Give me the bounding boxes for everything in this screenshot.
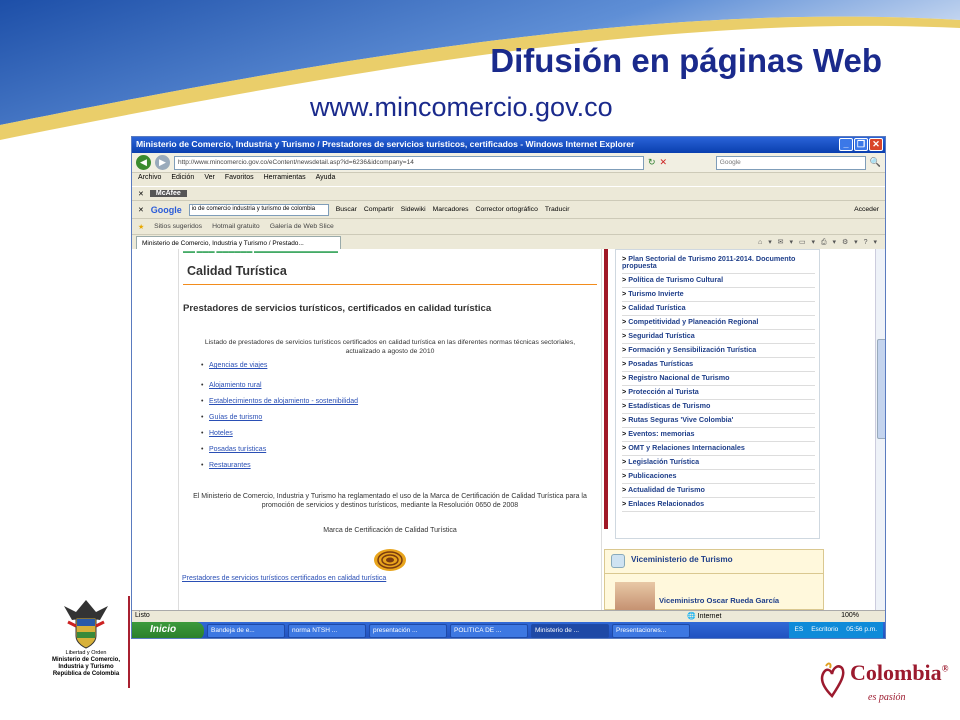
menu-item[interactable]: Archivo: [138, 174, 162, 181]
menu-item[interactable]: Ayuda: [315, 174, 336, 181]
slide-url: www.mincomercio.gov.co: [310, 92, 613, 122]
sidebar-item[interactable]: > OMT y Relaciones Internacionales: [622, 442, 815, 456]
viceminister-name[interactable]: Viceministro Oscar Rueda García: [659, 596, 780, 605]
google-search-button[interactable]: Buscar: [335, 206, 357, 213]
browser-screenshot: [131, 136, 886, 639]
quality-mark-logo: [373, 548, 407, 572]
sidebar-item[interactable]: > Legislación Turística: [622, 456, 815, 470]
main-content: [178, 249, 602, 610]
signin-button[interactable]: Acceder: [854, 206, 879, 213]
mcafee-toolbar: [132, 186, 885, 201]
taskbar-item[interactable]: norma NTSH ...: [288, 624, 366, 638]
coat-line: Libertad y Orden: [65, 650, 107, 656]
coat-line: Industria y Turismo: [58, 664, 114, 670]
list-item-link[interactable]: • Hoteles: [201, 430, 601, 437]
sidebar-item[interactable]: > Protección al Turista: [622, 386, 815, 400]
marca-caption: Marca de Certificación de Calidad Turística: [323, 527, 457, 534]
menu-item[interactable]: Herramientas: [263, 174, 306, 181]
address-bar[interactable]: http://www.mincomercio.gov.co/eContent/newsdetail.asp?id=6236&idcompany=14: [174, 156, 644, 170]
desktop-toolbar[interactable]: Escritorio: [811, 626, 839, 633]
translate-button[interactable]: Traducir: [544, 206, 570, 213]
sidebar-item[interactable]: > Eventos: memorias: [622, 428, 815, 442]
minimize-icon[interactable]: _: [839, 138, 853, 151]
list-item-link[interactable]: • Guías de turismo: [201, 414, 601, 421]
status-bar: [132, 610, 886, 622]
menu-item[interactable]: Ver: [204, 174, 215, 181]
taskbar-item[interactable]: presentación ...: [369, 624, 447, 638]
coat-line: República de Colombia: [52, 671, 120, 677]
mcafee-button[interactable]: McAfee: [150, 190, 187, 197]
taskbar: [132, 622, 886, 639]
start-button[interactable]: Inicio: [132, 622, 204, 639]
colombia-heart-icon: [818, 662, 846, 698]
restore-icon[interactable]: ❐: [854, 138, 868, 151]
sidebar-item[interactable]: > Posadas Turísticas: [622, 358, 815, 372]
sidebar-item[interactable]: > Plan Sectorial de Turismo 2011-2014. Documento propuesta: [622, 252, 815, 274]
taskbar-item[interactable]: Bandeja de e...: [207, 624, 285, 638]
spellcheck-button[interactable]: Corrector ortográfico: [475, 206, 538, 213]
window-titlebar: [132, 137, 885, 153]
window-icon: [611, 554, 625, 568]
favorites-bar: [132, 219, 885, 235]
sidewiki-button[interactable]: Sidewiki: [400, 206, 426, 213]
taskbar-item[interactable]: Presentaciones...: [612, 624, 690, 638]
divider: [128, 596, 130, 688]
window-title: Ministerio de Comercio, Industria y Turismo / Prestadores de servicios turísticos, certificados - Windows Internet Explorer: [136, 139, 635, 149]
viceministry-title: Viceministerio de Turismo: [605, 550, 823, 574]
sidebar-item[interactable]: > Actualidad de Turismo: [622, 484, 815, 498]
page-title: Calidad Turística: [183, 255, 597, 285]
brand-tagline: es pasión: [868, 692, 906, 703]
ministry-logo-text: [50, 650, 122, 678]
sidebar-item[interactable]: > Formación y Sensibilización Turística: [622, 344, 815, 358]
coat-of-arms-logo: [58, 596, 114, 652]
link-list: [179, 356, 601, 469]
sidebar-accent: [604, 249, 608, 529]
zoom-level[interactable]: 100%: [841, 612, 859, 619]
slide-title: Difusión en páginas Web: [490, 42, 882, 79]
back-icon[interactable]: ◀: [136, 155, 151, 170]
footer-link[interactable]: Prestadores de servicios turísticos certificados en calidad turística: [182, 575, 387, 582]
google-search-input[interactable]: io de comercio industria y turismo de colombia: [189, 204, 329, 216]
sidebar-item[interactable]: > Estadísticas de Turismo: [622, 400, 815, 414]
sidebar-item[interactable]: > Registro Nacional de Turismo: [622, 372, 815, 386]
close-icon[interactable]: ✕: [869, 138, 883, 151]
taskbar-item[interactable]: Ministerio de ...: [531, 624, 609, 638]
close-toolbar-icon[interactable]: ✕: [138, 190, 144, 198]
coat-line: Ministerio de Comercio,: [51, 657, 120, 663]
colombia-brand: [850, 660, 948, 686]
menu-item[interactable]: Edición: [171, 174, 195, 181]
sidebar-item[interactable]: > Seguridad Turística: [622, 330, 815, 344]
google-toolbar: [132, 201, 885, 219]
command-bar-icons[interactable]: ⌂ ▾ ✉ ▾ ▭ ▾ ⎙ ▾ ⚙ ▾ ? ▾: [758, 239, 879, 246]
sidebar-item[interactable]: > Calidad Turística: [622, 302, 815, 316]
close-toolbar-icon[interactable]: ✕: [138, 206, 144, 214]
security-zone: 🌐 Internet: [687, 613, 722, 620]
language-indicator[interactable]: ES: [794, 626, 804, 633]
google-logo: Google: [150, 204, 182, 215]
sidebar-item[interactable]: > Turismo Invierte: [622, 288, 815, 302]
system-tray: [789, 622, 883, 639]
viceministry-box: [604, 549, 824, 610]
resolution-text: El Ministerio de Comercio, Industria y Turismo ha reglamentado el uso de la Marca de Certificación de Calidad Turística para la promoción de servicios y destinos turísticos, mediante la Resolución 0650 de 2008: [193, 493, 587, 509]
scrollbar-thumb[interactable]: [877, 339, 886, 439]
registered-mark: ®: [941, 663, 949, 674]
web-page: [132, 249, 886, 610]
star-icon[interactable]: ★: [138, 223, 145, 231]
viceminister-photo: [615, 582, 655, 610]
brand-name: Colombia: [850, 660, 942, 685]
forward-icon[interactable]: ▶: [155, 155, 170, 170]
sidebar-menu: [615, 249, 820, 539]
zone-label: Internet: [697, 613, 722, 620]
vertical-scrollbar[interactable]: [875, 249, 886, 610]
share-button[interactable]: Compartir: [363, 206, 394, 213]
search-icon[interactable]: 🔍: [869, 157, 881, 167]
page-subtitle: Prestadores de servicios turísticos, certificados en calidad turística: [183, 303, 492, 314]
taskbar-item[interactable]: POLITICA DE ...: [450, 624, 528, 638]
sidebar-item[interactable]: > Publicaciones: [622, 470, 815, 484]
bookmarks-button[interactable]: Marcadores: [432, 206, 469, 213]
status-text: Listo: [135, 612, 150, 619]
list-item-link[interactable]: • Posadas turísticas: [201, 446, 601, 453]
list-item-link[interactable]: • Alojamiento rural: [201, 382, 601, 389]
menu-bar: [132, 173, 885, 186]
list-item-link[interactable]: • Restaurantes: [201, 462, 601, 469]
search-input[interactable]: Google: [716, 156, 866, 170]
clock: 05:56 p.m.: [846, 626, 877, 633]
intro-text: Listado de prestadores de servicios turísticos certificados en calidad turística en las diferentes normas técnicas sectoriales, actualizado a agosto de 2010: [204, 339, 576, 355]
sidebar-item[interactable]: > Rutas Seguras 'Vive Colombia': [622, 414, 815, 428]
tab-current[interactable]: Ministerio de Comercio, Industria y Turismo / Prestado...: [136, 236, 341, 251]
sidebar-item[interactable]: > Política de Turismo Cultural: [622, 274, 815, 288]
list-item-link[interactable]: • Establecimientos de alojamiento - sostenibilidad: [201, 398, 601, 405]
favorite-link[interactable]: Sitios sugeridos: [154, 223, 203, 230]
sidebar-item[interactable]: > Competitividad y Planeación Regional: [622, 316, 815, 330]
menu-item[interactable]: Favoritos: [224, 174, 254, 181]
sidebar-item[interactable]: > Enlaces Relacionados: [622, 498, 815, 512]
favorite-link[interactable]: Hotmail gratuito: [212, 223, 260, 230]
address-row: [132, 153, 885, 173]
breadcrumb: ▬▬ ▬▬▬ ▬▬▬▬▬▬ ▬▬▬▬▬▬▬▬▬▬▬▬▬▬: [183, 249, 339, 255]
list-item-link[interactable]: • Agencias de viajes: [201, 362, 601, 369]
favorite-link[interactable]: Galería de Web Slice: [269, 223, 334, 230]
stop-icon[interactable]: ✕: [659, 157, 668, 167]
refresh-icon[interactable]: ↻: [648, 157, 656, 167]
